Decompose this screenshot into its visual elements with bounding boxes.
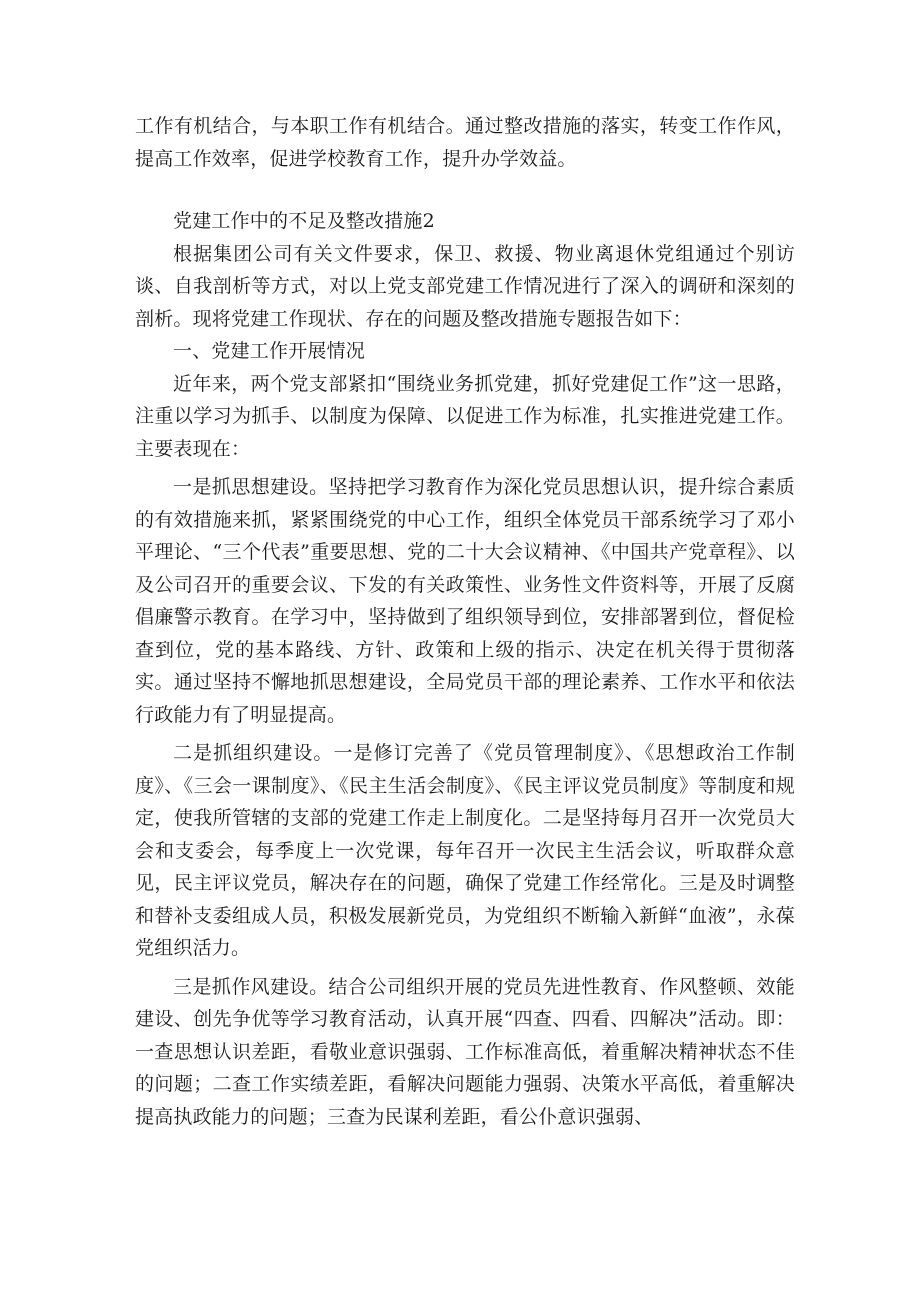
paragraph-ideology: 一是抓思想建设。坚持把学习教育作为深化党员思想认识，提升综合素质的有效措施来抓，紧紧围绕党的中心工作，组织全体党员干部系统学习了邓小平理论、“三个代表”重要思想、党的二十大会议精神、《中国共产党章程》、以及公司召开的重要会议、下发的有关政策性、业务性文件资料等，开展了反腐倡廉警示教育。在学习中，坚持做到了组织领导到位，安排部署到位，督促检查到位，党的基本路线、方针、政策和上级的指示、决定在机关得于贯彻落实。通过坚持不懈地抓思想建设，全局党员干部的理论素养、工作水平和依法行政能力有了明显提高。 (135, 476, 795, 726)
section-heading: 一、党建工作开展情况 (173, 340, 366, 362)
paragraph-style: 三是抓作风建设。结合公司组织开展的党员先进性教育、作风整顿、效能建设、创先争优等学习教育活动，认真开展“四查、四看、四解决”活动。即：一查思想认识差距，看敬业意识强弱、工作标准高低，着重解决精神状态不佳的问题；二查工作实绩差距，看解决问题能力强弱、决策水平高低，着重解决提高执政能力的问题；三查为民谋利差距，看公仆意识强弱、 (135, 975, 795, 1128)
paragraph-organization: 二是抓组织建设。一是修订完善了《党员管理制度》、《思想政治工作制度》、《三会一课制度》、《民主生活会制度》、《民主评议党员制度》等制度和规定，使我所管辖的支部的党建工作走上制度化。二是坚持每月召开一次党员大会和支委会，每季度上一次党课，每年召开一次民主生活会议，听取群众意见，民主评议党员，解决存在的问题，确保了党建工作经常化。三是及时调整和替补支委组成人员，积极发展新党员，为党组织不断输入新鲜“血液”，永葆党组织活力。 (135, 742, 795, 959)
paragraph-intro: 根据集团公司有关文件要求，保卫、救援、物业离退休党组通过个别访谈、自我剖析等方式，对以上党支部党建工作情况进行了深入的调研和深刻的剖析。现将党建工作现状、存在的问题及整改措施专题报告如下： (135, 242, 795, 330)
paragraph-continuation: 工作有机结合，与本职工作有机结合。通过整改措施的落实，转变工作作风，提高工作效率，促进学校教育工作，提升办学效益。 (135, 115, 795, 170)
paragraph-overview: 近年来，两个党支部紧扣“围绕业务抓党建，抓好党建促工作”这一思路，注重以学习为抓手、以制度为保障、以促进工作为标准，扎实推进党建工作。主要表现在： (135, 372, 795, 460)
document-body (135, 110, 795, 1133)
section-title: 党建工作中的不足及整改措施2 (173, 210, 435, 232)
